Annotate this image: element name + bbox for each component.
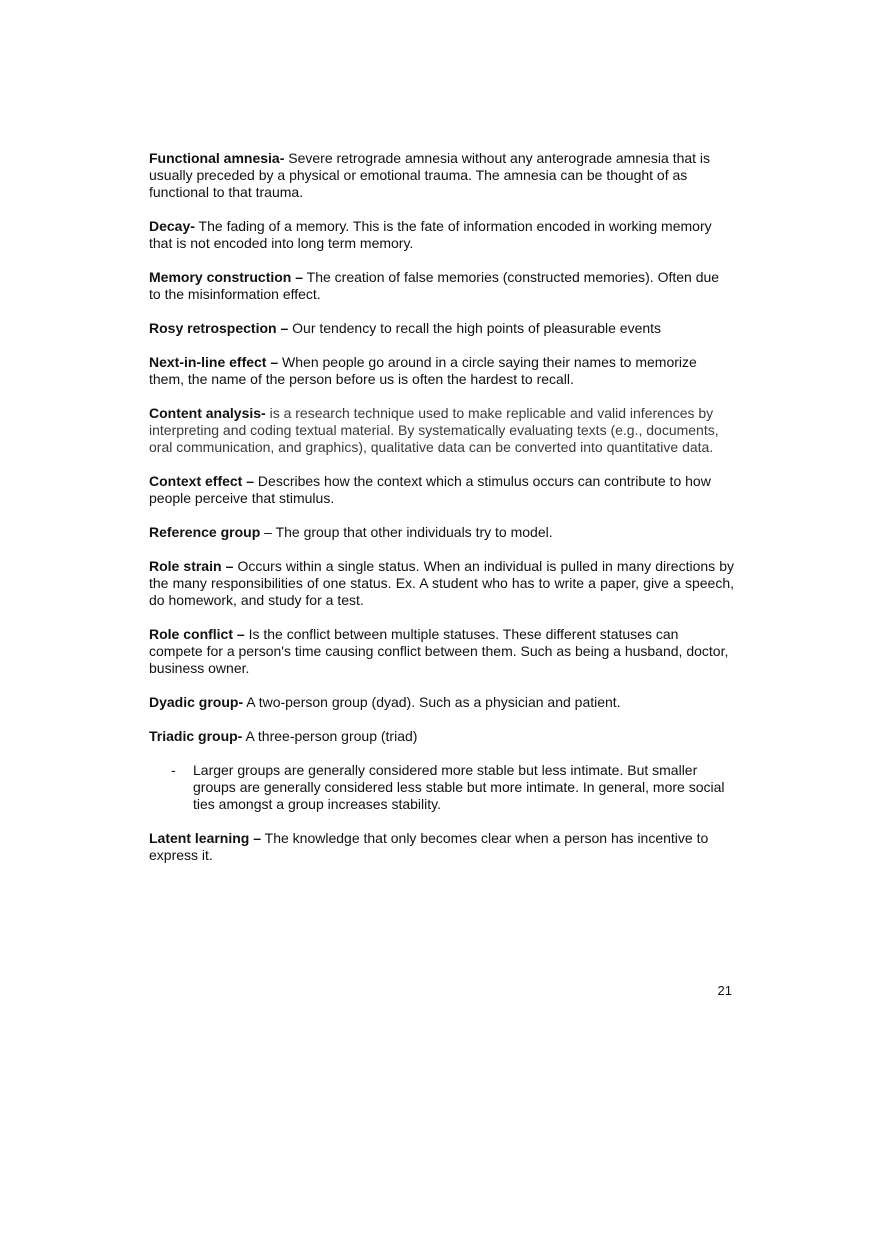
page-body bbox=[149, 150, 734, 881]
term: Decay- bbox=[149, 218, 195, 234]
entry-functional-amnesia bbox=[149, 150, 734, 201]
entry-triadic-group bbox=[149, 728, 734, 745]
term: Memory construction – bbox=[149, 269, 304, 285]
definition: The fading of a memory. This is the fate of information encoded in working memory that is not encoded into long term memory. bbox=[149, 218, 712, 251]
term: Rosy retrospection – bbox=[149, 320, 289, 336]
bullet-text: Larger groups are generally considered more stable but less intimate. But smaller groups are generally considered less stable but more intimate. In general, more social ties amongst a group increases stability. bbox=[193, 762, 725, 812]
entry-decay bbox=[149, 218, 734, 252]
definition: The knowledge that only becomes clear when a person has incentive to express it. bbox=[149, 830, 709, 863]
term: Content analysis- bbox=[149, 405, 266, 421]
term: Role strain – bbox=[149, 558, 234, 574]
term: Next-in-line effect – bbox=[149, 354, 279, 370]
entry-dyadic-group bbox=[149, 694, 734, 711]
entry-memory-construction bbox=[149, 269, 734, 303]
entry-context-effect bbox=[149, 473, 734, 507]
term: Role conflict – bbox=[149, 626, 245, 642]
page-number: 21 bbox=[717, 983, 732, 998]
term: Reference group bbox=[149, 524, 261, 540]
term: Dyadic group- bbox=[149, 694, 244, 710]
entry-next-in-line-effect bbox=[149, 354, 734, 388]
entry-role-strain bbox=[149, 558, 734, 609]
definition: The creation of false memories (constructed memories). Often due to the misinformation effect. bbox=[149, 269, 720, 302]
bullet-mark: - bbox=[171, 762, 176, 778]
definition: – The group that other individuals try to model. bbox=[260, 524, 553, 540]
entry-role-conflict bbox=[149, 626, 734, 677]
term: Functional amnesia- bbox=[149, 150, 285, 166]
definition: Describes how the context which a stimulus occurs can contribute to how people perceive that stimulus. bbox=[149, 473, 711, 506]
term: Context effect – bbox=[149, 473, 255, 489]
entry-reference-group bbox=[149, 524, 734, 541]
entry-rosy-retrospection bbox=[149, 320, 734, 337]
definition: Our tendency to recall the high points of pleasurable events bbox=[288, 320, 662, 336]
definition: is a research technique used to make replicable and valid inferences by interpreting and coding textual material. By systematically evaluating texts (e.g., documents, oral communication, and graphics), qualitative data can be converted into quantitative data. bbox=[149, 405, 719, 455]
bullet-item bbox=[149, 762, 734, 813]
definition: When people go around in a circle saying their names to memorize them, the name of the person before us is often the hardest to recall. bbox=[149, 354, 697, 387]
definition: Severe retrograde amnesia without any anterograde amnesia that is usually preceded by a physical or emotional trauma. The amnesia can be thought of as functional to that trauma. bbox=[149, 150, 711, 200]
term: Triadic group- bbox=[149, 728, 243, 744]
definition: A two-person group (dyad). Such as a physician and patient. bbox=[243, 694, 621, 710]
definition: A three-person group (triad) bbox=[242, 728, 418, 744]
definition: Occurs within a single status. When an individual is pulled in many directions by the many responsibilities of one status. Ex. A student who has to write a paper, give a speech, do homework, and study for a test. bbox=[149, 558, 734, 608]
entry-content-analysis bbox=[149, 405, 734, 456]
definition: Is the conflict between multiple statuses. These different statuses can compete for a person's time causing conflict between them. Such as being a husband, doctor, business owner. bbox=[149, 626, 729, 676]
entry-latent-learning bbox=[149, 830, 734, 864]
term: Latent learning – bbox=[149, 830, 262, 846]
